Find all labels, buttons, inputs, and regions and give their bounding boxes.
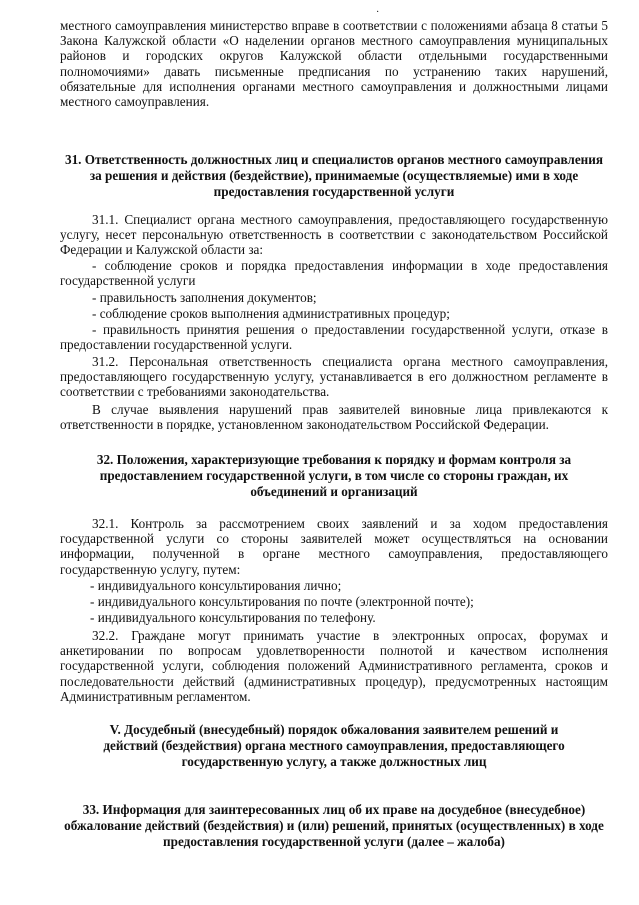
top-mark: · (376, 7, 380, 18)
section-33-heading: 33. Информация для заинтересованных лиц об их праве на досудебное (внесудебное) обжалование действий (бездействия) и (или) решений, принятых (осуществленных) в ходе предоставления государственной услуги (далее – жалоба) (64, 802, 604, 849)
section-31-bullet-1: - соблюдение сроков и порядка предоставления информации в ходе предоставления государственной услуги (60, 258, 608, 289)
section-32-2-paragraph: 32.2. Граждане могут принимать участие в электронных опросах, форумах и анкетировании по вопросам удовлетворенности полнотой и качеством исполнения государственной услуги, соблюдения положений Административного регламента, сроков и последовательности действий (административных процедур), предусмотренных настоящим Административным регламентом. (60, 628, 608, 704)
section-31-2-paragraph: 31.2. Персональная ответственность специалиста органа местного самоуправления, предоставляющего государственную услугу, устанавливается в его должностном регламенте в соответствии с требованиями законодательства. (60, 354, 608, 400)
section-32-1-paragraph: 32.1. Контроль за рассмотрением своих заявлений и за ходом предоставления государственной услуги со стороны заявителей может осуществляться на основании информации, полученной в органе местного самоуправления, предоставляющего государственную услугу, путем: (60, 516, 608, 577)
section-31-bullet-2: - правильность заполнения документов; (92, 290, 317, 305)
section-31-1-paragraph: 31.1. Специалист органа местного самоуправления, предоставляющего государственную услугу, несет персональную ответственность в соответствии с законодательством Российской Федерации и Калужской области за: (60, 212, 608, 258)
chapter-5-heading: V. Досудебный (внесудебный) порядок обжалования заявителем решений и действий (бездействия) органа местного самоуправления, предоставляющего государственную услугу, а также должностных лиц (103, 722, 565, 769)
section-31-bullet-3: - соблюдение сроков выполнения административных процедур; (92, 306, 450, 321)
section-31-violations-paragraph: В случае выявления нарушений прав заявителей виновные лица привлекаются к ответственности в порядке, установленном законодательством Российской Федерации. (60, 402, 608, 433)
section-31-heading: 31. Ответственность должностных лиц и специалистов органов местного самоуправления за решения и действия (бездействие), принимаемые (осуществляемые) ими в ходе предоставления государственной услуги (64, 152, 604, 199)
section-32-bullet-1: - индивидуального консультирования лично; (90, 578, 342, 593)
section-32-bullet-3: - индивидуального консультирования по телефону. (90, 610, 376, 625)
section-31-bullet-4: - правильность принятия решения о предоставлении государственной услуги, отказе в предоставлении государственной услуги. (60, 322, 608, 353)
section-32-bullet-2: - индивидуального консультирования по почте (электронной почте); (90, 594, 474, 609)
section-32-heading: 32. Положения, характеризующие требования к порядку и формам контроля за предоставлением государственной услуги, в том числе со стороны граждан, их объединений и организаций (96, 452, 572, 499)
intro-paragraph: местного самоуправления министерство вправе в соответствии с положениями абзаца 8 статьи 5 Закона Калужской области «О наделении органов местного самоуправления муниципальных районов и городских округов Калужской области отдельными государственными полномочиями» давать письменные предписания по устранению таких нарушений, обязательные для исполнения органами местного самоуправления и должностными лицами местного самоуправления. (60, 18, 608, 110)
